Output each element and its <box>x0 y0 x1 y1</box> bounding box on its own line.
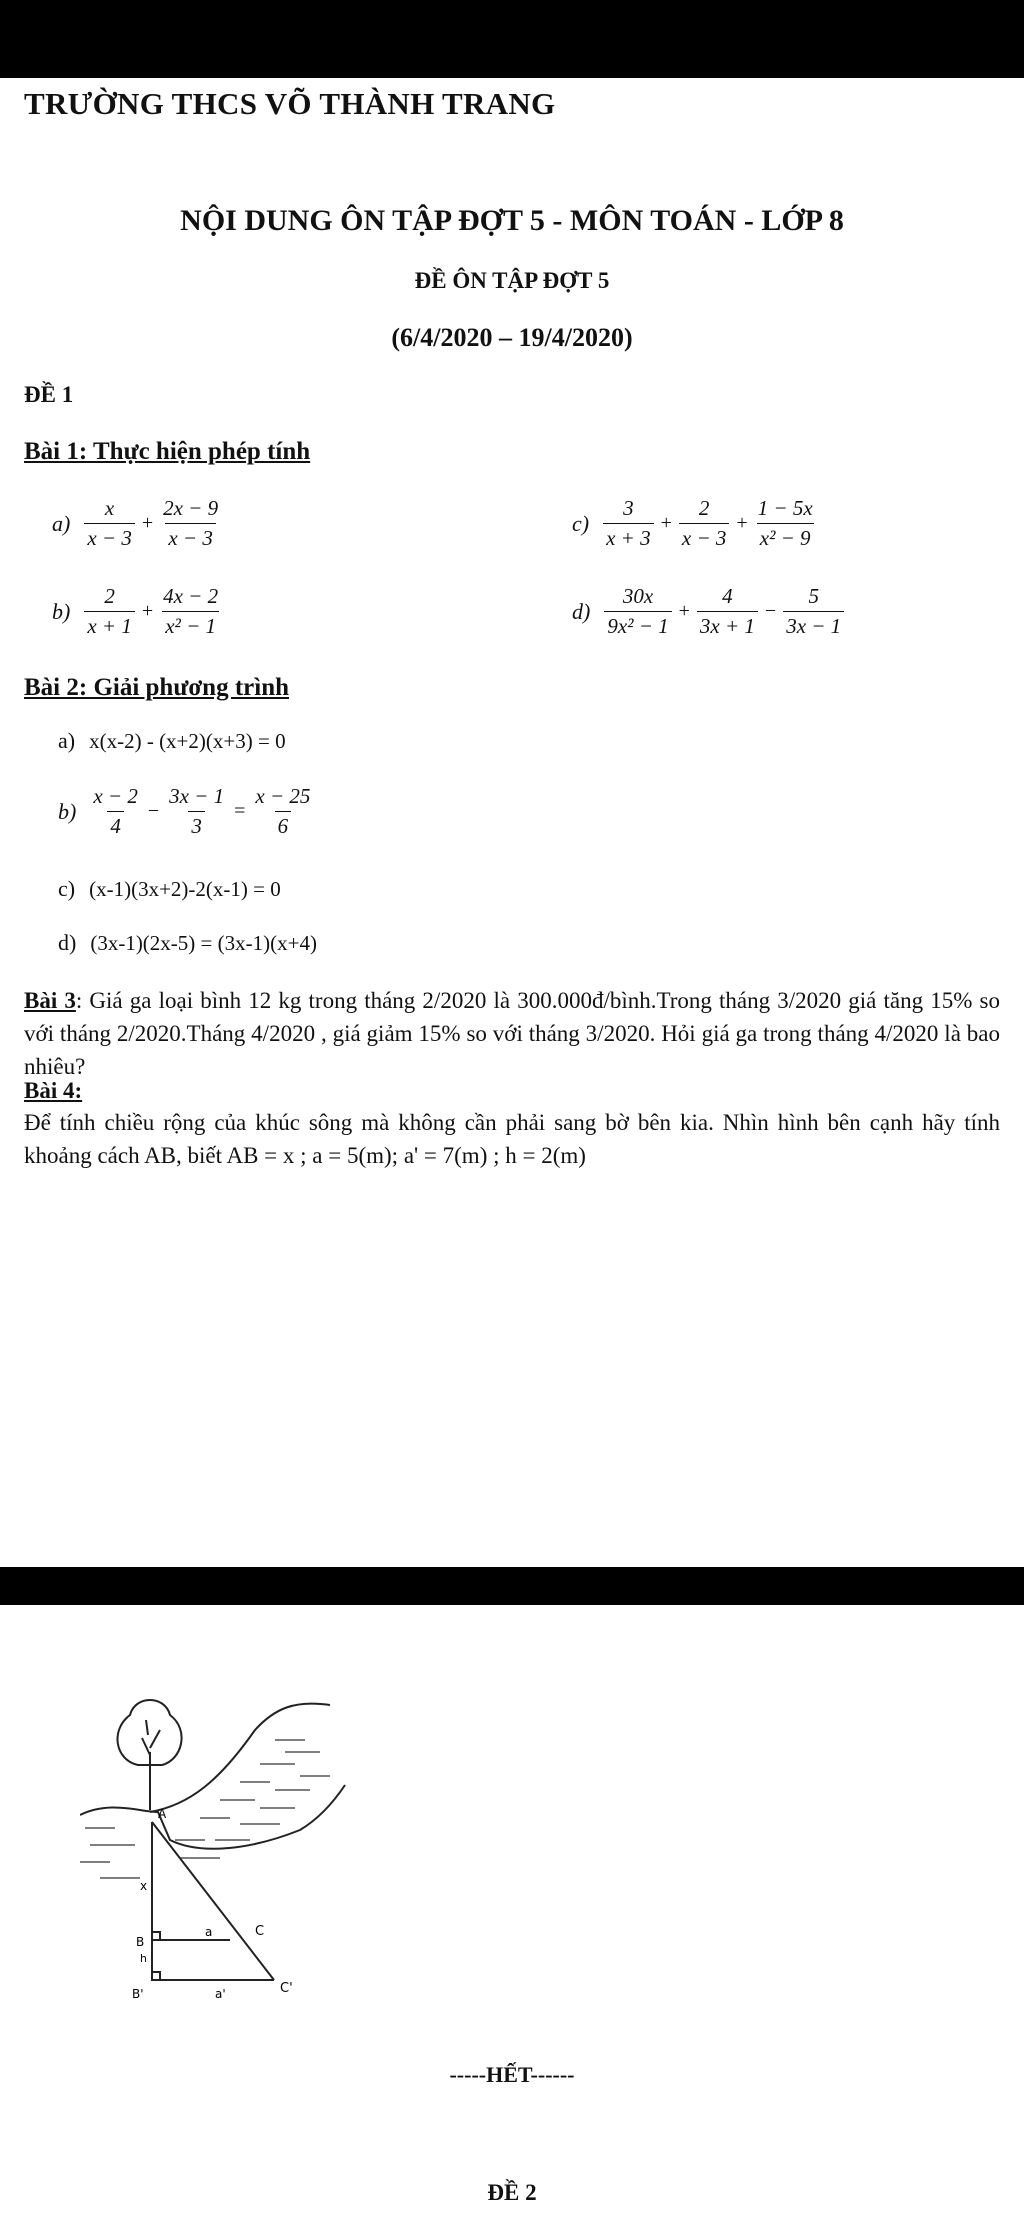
fraction: $\frac{2}{x + 1}$ <box>84 584 135 639</box>
item-label: c) <box>58 876 76 901</box>
item-label: b) <box>52 598 71 624</box>
top-black-bar <box>0 0 1024 78</box>
middle-black-bar <box>0 1567 1024 1605</box>
fraction: $\frac{3}{x + 3}$ <box>603 496 654 551</box>
bai1-heading: Bài 1: Thực hiện phép tính <box>24 438 311 465</box>
river-bank <box>150 1704 330 1812</box>
date-range: (6/4/2020 – 19/4/2020) <box>391 323 633 352</box>
exam-2-heading: ĐỀ 2 <box>487 2180 537 2205</box>
bai4-heading: Bài 4: <box>24 1078 83 1103</box>
bai2-heading: Bài 2: Giải phương trình <box>24 674 290 701</box>
fraction: $\frac{4x - 2}{\text{x² − 1}}$ <box>163 584 219 638</box>
item-label: d) <box>572 598 591 624</box>
equation: (x-1)(3x+2)-2(x-1) = 0 <box>89 877 281 901</box>
item-label: b) <box>58 798 77 824</box>
label-a: a <box>205 1925 213 1939</box>
fraction: $\frac{1 - 5x}{\text{x² − 9}}$ <box>757 496 813 550</box>
fraction: $\frac{x - 2}{4}$ <box>93 784 138 838</box>
label-h: h <box>140 1952 147 1965</box>
bai3-heading: Bài 3 <box>24 988 76 1013</box>
bai1-b: b) $\frac{2}{x + 1}$ + $\frac{4x - 2}{\text{x² − 1}}$ <box>52 584 225 639</box>
label-B: B <box>136 1935 145 1949</box>
document-subtitle: ĐỀ ÔN TẬP ĐỢT 5 <box>414 268 610 293</box>
bai3-text: : Giá ga loại bình 12 kg trong tháng 2/2020 là 300.000đ/bình.Trong tháng 3/2020 giá tăng 15% so với tháng 2/2020.Tháng 4/2020 , giá giảm 15% so với tháng 3/2020. Hỏi giá ga trong tháng 4/2020 là bao nhiêu? <box>24 988 1000 1079</box>
label-B-prime: B' <box>132 1987 144 2001</box>
fraction: $\frac{3x - 1}{3}$ <box>169 784 225 838</box>
equation: x(x-2) - (x+2)(x+3) = 0 <box>89 729 286 753</box>
bai1-a: a) $\frac{x}{x - 3}$ + $\frac{2x - 9}{x - 3}$ <box>52 496 225 551</box>
river-figure <box>80 1690 360 2065</box>
bai2-a <box>58 728 286 754</box>
label-C-prime: C' <box>280 1981 293 1996</box>
bai1-d: d) $\frac{30x}{\text{9x² − 1}}$ + $\frac{4}{3x + 1}$ − $\frac{5}{3x - 1}$ <box>572 584 848 639</box>
fraction: $\frac{x - 25}{6}$ <box>255 784 311 838</box>
fraction: $\frac{x}{x - 3}$ <box>84 496 135 551</box>
bai4-text: Để tính chiều rộng của khúc sông mà không cần phải sang bờ bên kia. Nhìn hình bên cạnh hãy tính khoảng cách AB, biết AB = x ; a = 5(m); a' = 7(m) ; h = 2(m) <box>24 1110 1000 1168</box>
label-a-prime: a' <box>215 1987 226 2001</box>
fraction: $\frac{2}{x - 3}$ <box>679 496 730 551</box>
river-diagram <box>80 1690 360 2060</box>
exam-number: ĐỀ 1 <box>24 382 74 407</box>
bai1-c: c) $\frac{3}{x + 3}$ + $\frac{2}{x - 3}$ + $\frac{1 - 5x}{\text{x² − 9}}$ <box>572 496 820 551</box>
label-A: A <box>158 1807 167 1821</box>
tree-icon <box>118 1700 182 1810</box>
document-title: NỘI DUNG ÔN TẬP ĐỢT 5 - MÔN TOÁN - LỚP 8 <box>180 204 844 237</box>
triangle-lines <box>152 1822 274 1980</box>
item-label: d) <box>58 930 77 955</box>
fraction: $\frac{4}{3x + 1}$ <box>697 584 758 639</box>
bai2-c <box>58 876 281 902</box>
water-lines <box>80 1740 330 1878</box>
item-label: a) <box>52 510 71 536</box>
fraction: $\frac{30x}{\text{9x² − 1}}$ <box>604 584 671 639</box>
end-marker: -----HẾT------ <box>449 2062 575 2087</box>
label-x: x <box>140 1879 148 1893</box>
fraction: $\frac{5}{3x - 1}$ <box>783 584 844 639</box>
label-C: C <box>255 1924 265 1939</box>
bai2-b: b) $\frac{x - 2}{4}$ − $\frac{3x - 1}{3}$ = $\frac{x - 25}{6}$ <box>58 784 317 839</box>
bai3-paragraph <box>24 984 1000 1083</box>
item-label: c) <box>572 510 590 536</box>
bai2-d <box>58 930 317 956</box>
equation: (3x-1)(2x-5) = (3x-1)(x+4) <box>90 931 317 955</box>
river-bank-lower <box>80 1785 345 1849</box>
item-label: a) <box>58 728 76 753</box>
school-name: TRƯỜNG THCS VÕ THÀNH TRANG <box>24 86 556 121</box>
fraction: $\frac{2x - 9}{x - 3}$ <box>163 496 219 550</box>
